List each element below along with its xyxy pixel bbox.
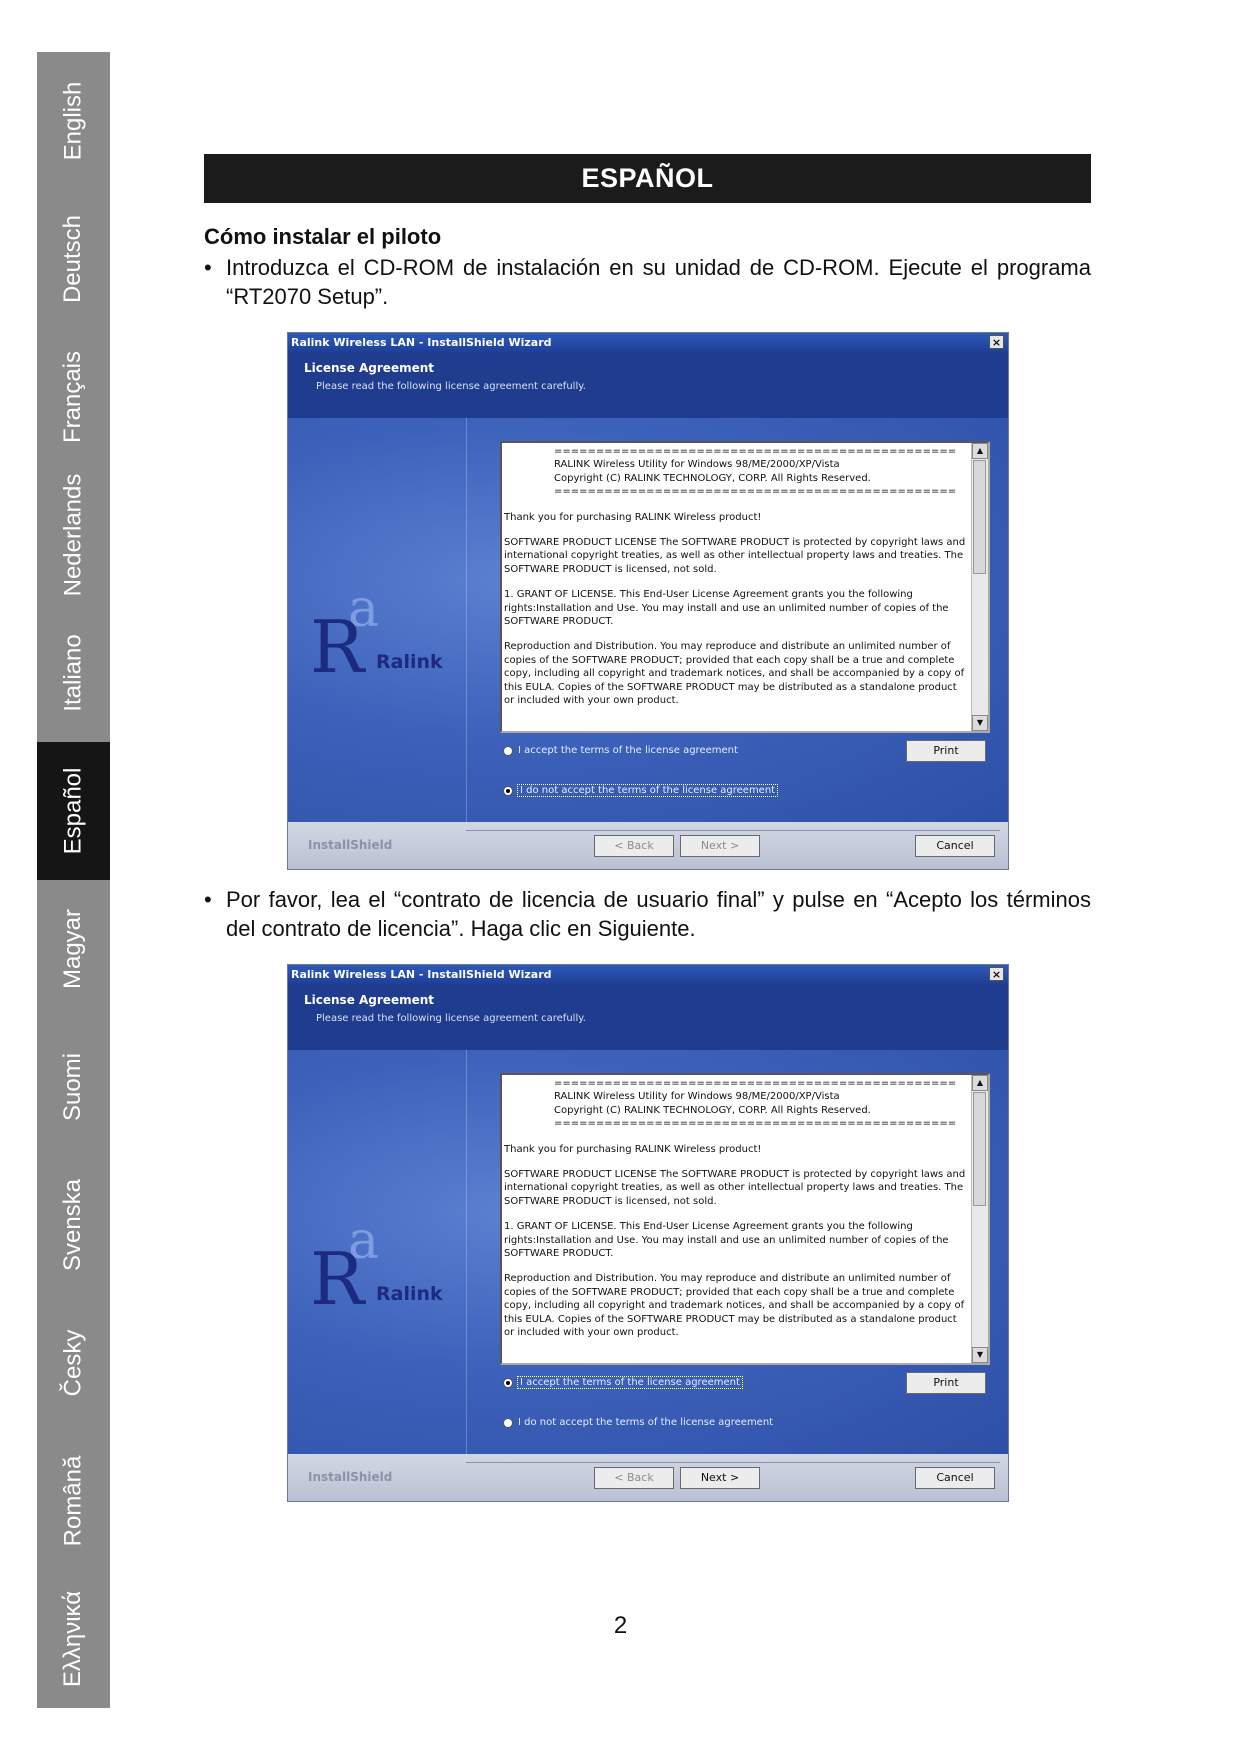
logo-text: Ralink — [376, 1283, 443, 1305]
close-icon: × — [991, 336, 1002, 349]
instruction-bullet-2 — [204, 885, 1091, 943]
accept-radio-button[interactable] — [503, 746, 513, 756]
accept-radio-label[interactable]: I accept the terms of the license agreement — [520, 1377, 740, 1388]
instruction-bullet-1 — [204, 253, 1091, 311]
license-scrollbar[interactable] — [971, 443, 988, 731]
language-tab-label: Deutsch — [59, 214, 87, 304]
language-tab-label: Svenska — [59, 1178, 87, 1272]
license-paragraph: Reproduction and Distribution. You may reproduce and distribute an unlimited number of copies of the SOFTWARE PRODUCT; provided that each copy shall be a true and complete copy, including all copyright and trademark notices, and shall be accompanied by a copy of this EULA. Copies of the SOFTWARE PRODUCT may be distributed as a standalone product or included with your own product. — [504, 1273, 965, 1339]
language-tab[interactable] — [37, 1432, 110, 1570]
bullet-symbol: • — [204, 255, 212, 280]
wizard-title-bar — [288, 965, 1008, 984]
wizard-header-title: License Agreement — [304, 361, 435, 375]
license-scrollbar[interactable] — [971, 1075, 988, 1363]
decline-radio-label[interactable]: I do not accept the terms of the license agreement — [518, 1417, 774, 1428]
language-tab[interactable] — [37, 1294, 110, 1432]
decline-radio-button[interactable] — [503, 1418, 513, 1428]
wizard-title: Ralink Wireless LAN - InstallShield Wizard — [291, 968, 552, 981]
language-tab[interactable] — [37, 742, 110, 880]
cancel-button[interactable]: Cancel — [915, 835, 995, 857]
license-paragraph: Thank you for purchasing RALINK Wireless product! — [504, 1143, 762, 1155]
close-icon: × — [991, 968, 1002, 981]
language-tab-label: Nederlands — [59, 473, 87, 597]
scrollbar-thumb[interactable] — [973, 1092, 986, 1206]
language-tab-label: Česky — [59, 1329, 87, 1397]
decline-radio-button[interactable] — [503, 786, 513, 796]
scroll-down-arrow-icon[interactable]: ▼ — [972, 1347, 988, 1363]
accept-radio-button[interactable] — [503, 1378, 513, 1388]
language-tab-label: Español — [59, 767, 87, 855]
accept-radio-label[interactable]: I accept the terms of the license agreement — [518, 745, 738, 756]
license-paragraph: SOFTWARE PRODUCT LICENSE The SOFTWARE PRODUCT is protected by copyright laws and international copyright treaties, as well as other intellectual property laws and treaties. The SOFTWARE PRODUCT is licensed, not sold. — [504, 1169, 966, 1207]
license-paragraph: 1. GRANT OF LICENSE. This End-User License Agreement grants you the following rights:Installation and Use. You may install and use an unlimited number of copies of the SOFTWARE PRODUCT. — [504, 589, 949, 628]
language-header-title: ESPAÑOL — [581, 163, 714, 193]
scroll-up-arrow-icon[interactable]: ▲ — [972, 443, 988, 459]
wizard-header — [288, 984, 1008, 1050]
logo-text: Ralink — [376, 651, 443, 673]
license-paragraph: Thank you for purchasing RALINK Wireless product! — [504, 511, 762, 523]
bullet-text: Por favor, lea el “contrato de licencia de usuario final” y pulse en “Acepto los términos del contrato de licencia”. Haga clic en Siguiente. — [226, 887, 1091, 941]
print-button[interactable]: Print — [906, 1372, 986, 1394]
decline-radio-option[interactable] — [503, 785, 777, 796]
page-number: 2 — [613, 1612, 628, 1639]
scrollbar-thumb[interactable] — [973, 460, 986, 574]
print-button[interactable]: Print — [906, 740, 986, 762]
accept-radio-option[interactable] — [503, 1377, 742, 1388]
installshield-wizard-screenshot — [287, 964, 1009, 1502]
language-tab-label: Magyar — [59, 908, 87, 990]
accept-radio-option[interactable] — [503, 745, 738, 756]
language-tab-label: English — [59, 81, 87, 161]
language-tab[interactable] — [37, 328, 110, 466]
wizard-header-subtitle: Please read the following license agreement carefully. — [316, 381, 586, 392]
back-button[interactable]: < Back — [594, 835, 674, 857]
language-tab[interactable] — [37, 604, 110, 742]
close-button[interactable] — [989, 335, 1004, 349]
bullet-symbol: • — [204, 887, 212, 912]
wizard-header-subtitle: Please read the following license agreement carefully. — [316, 1013, 586, 1024]
next-button[interactable]: Next > — [680, 835, 760, 857]
bullet-text: Introduzca el CD-ROM de instalación en su unidad de CD-ROM. Ejecute el programa “RT2070 Setup”. — [226, 255, 1091, 309]
wizard-header-title: License Agreement — [304, 993, 435, 1007]
language-tab-label: Français — [59, 350, 87, 444]
ralink-logo: a R Ralink — [310, 579, 443, 689]
back-button[interactable]: < Back — [594, 1467, 674, 1489]
language-tab[interactable] — [37, 880, 110, 1018]
wizard-title: Ralink Wireless LAN - InstallShield Wizard — [291, 336, 552, 349]
footer-separator — [466, 1462, 1000, 1463]
cancel-button[interactable]: Cancel — [915, 1467, 995, 1489]
license-paragraph: SOFTWARE PRODUCT LICENSE The SOFTWARE PRODUCT is protected by copyright laws and international copyright treaties, as well as other intellectual property laws and treaties. The SOFTWARE PRODUCT is licensed, not sold. — [504, 537, 966, 575]
language-tab[interactable] — [37, 1156, 110, 1294]
section-title: Cómo instalar el piloto — [204, 224, 442, 249]
installshield-brand: InstallShield — [308, 1470, 393, 1484]
language-tab[interactable] — [37, 1018, 110, 1156]
installshield-brand: InstallShield — [308, 838, 393, 852]
license-text: ================================================ RALINK Wireless Utility for Windows 98/ME/2000/XP/Vista Copyright (C) RALINK TECHNOLOGY, CORP. All Rights Reserved. ================================================ Thank you for purchasing RALINK Wireless product! SOFTWARE PRODUCT LICENSE The SOFTWARE PRODUCT is protected by copyright laws and international copyright treaties, as well as other intellectual property laws and treaties. The SOFTWARE PRODUCT is licensed, not sold. 1. GRANT OF LICENSE. This End-User License Agreement grants you the following rights:Installation and Use. You may install and use an unlimited number of copies of the SOFTWARE PRODUCT. Reproduction and Distribution. You may reproduce and distribute an unlimited number of copies of the SOFTWARE PRODUCT; provided that each copy shall be a true and complete copy, including all copyright and trademark notices, and shall be accompanied by a copy of this EULA. Copies of the SOFTWARE PRODUCT may be distributed as a standalone product or included with your own product. — [504, 1078, 966, 1339]
close-button[interactable] — [989, 967, 1004, 981]
ralink-logo: a R Ralink — [310, 1211, 443, 1321]
scroll-up-arrow-icon[interactable]: ▲ — [972, 1075, 988, 1091]
language-tab[interactable] — [37, 190, 110, 328]
installshield-wizard-screenshot — [287, 332, 1009, 870]
language-header-bar — [204, 154, 1091, 203]
language-tab-label: Italiano — [59, 634, 87, 712]
language-tab[interactable] — [37, 52, 110, 190]
scroll-down-arrow-icon[interactable]: ▼ — [972, 715, 988, 731]
decline-radio-option[interactable] — [503, 1417, 773, 1428]
wizard-footer — [288, 822, 1008, 870]
wizard-header — [288, 352, 1008, 418]
license-paragraph: Reproduction and Distribution. You may reproduce and distribute an unlimited number of copies of the SOFTWARE PRODUCT; provided that each copy shall be a true and complete copy, including all copyright and trademark notices, and shall be accompanied by a copy of this EULA. Copies of the SOFTWARE PRODUCT may be distributed as a standalone product or included with your own product. — [504, 641, 965, 707]
decline-radio-label[interactable]: I do not accept the terms of the license agreement — [520, 785, 776, 796]
license-text-box[interactable] — [500, 1073, 990, 1365]
language-tab-label: Suomi — [59, 1052, 87, 1122]
next-button[interactable]: Next > — [680, 1467, 760, 1489]
language-tab[interactable] — [37, 466, 110, 604]
license-text-box[interactable] — [500, 441, 990, 733]
license-paragraph: 1. GRANT OF LICENSE. This End-User License Agreement grants you the following rights:Installation and Use. You may install and use an unlimited number of copies of the SOFTWARE PRODUCT. — [504, 1221, 949, 1260]
footer-separator — [466, 830, 1000, 831]
wizard-title-bar — [288, 333, 1008, 352]
language-tab-label: Română — [59, 1455, 87, 1547]
language-tab-label: Ελληνικά — [59, 1590, 87, 1688]
wizard-footer — [288, 1454, 1008, 1502]
license-text: ================================================ RALINK Wireless Utility for Windows 98/ME/2000/XP/Vista Copyright (C) RALINK TECHNOLOGY, CORP. All Rights Reserved. ================================================ Thank you for purchasing RALINK Wireless product! SOFTWARE PRODUCT LICENSE The SOFTWARE PRODUCT is protected by copyright laws and international copyright treaties, as well as other intellectual property laws and treaties. The SOFTWARE PRODUCT is licensed, not sold. 1. GRANT OF LICENSE. This End-User License Agreement grants you the following rights:Installation and Use. You may install and use an unlimited number of copies of the SOFTWARE PRODUCT. Reproduction and Distribution. You may reproduce and distribute an unlimited number of copies of the SOFTWARE PRODUCT; provided that each copy shall be a true and complete copy, including all copyright and trademark notices, and shall be accompanied by a copy of this EULA. Copies of the SOFTWARE PRODUCT may be distributed as a standalone product or included with your own product. — [504, 446, 966, 707]
